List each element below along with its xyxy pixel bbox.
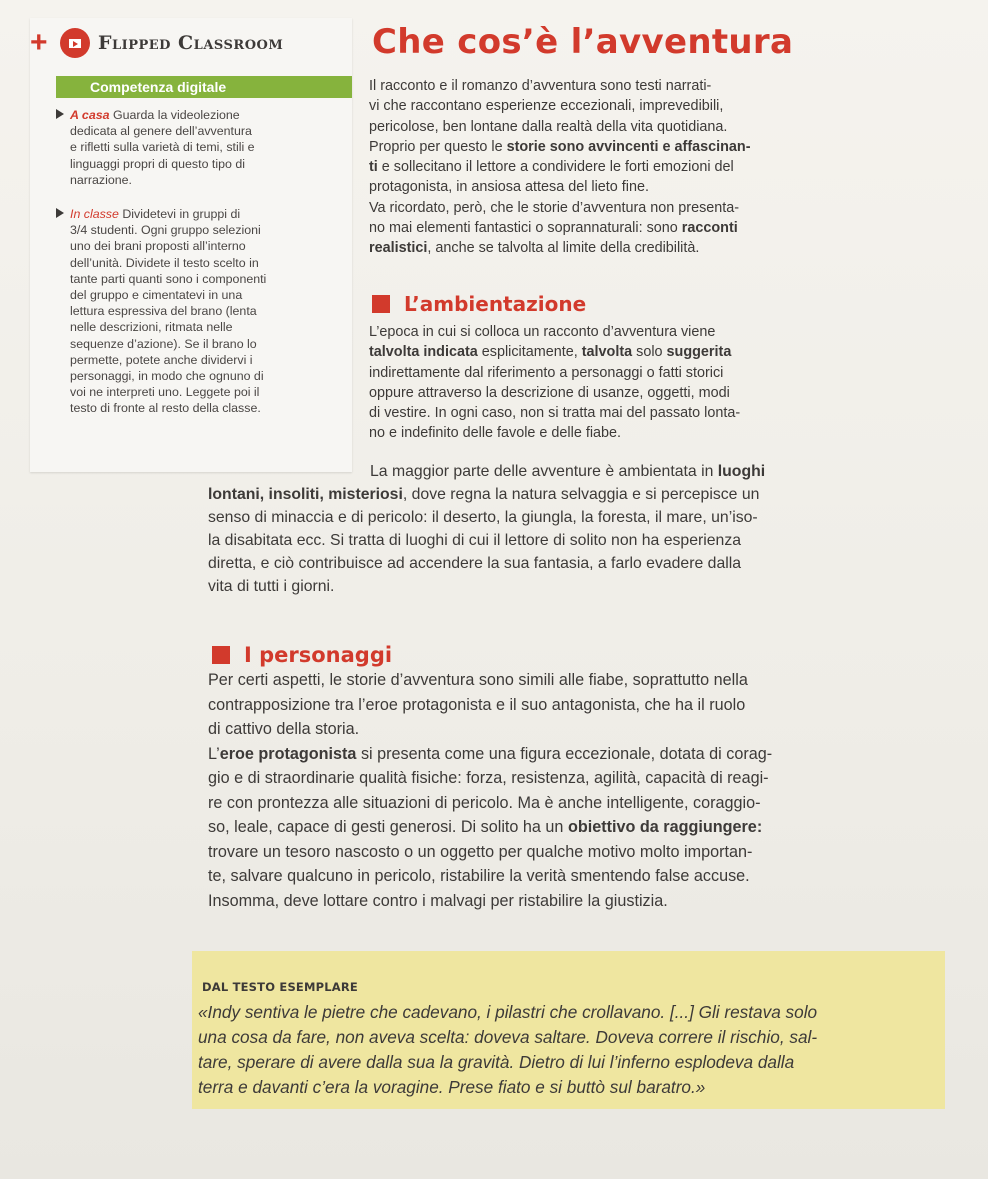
bold-text: obiettivo da raggiungere: [567,818,763,836]
bold-text: realistici [369,240,428,257]
class-line: dell’unità. Dividete il testo scelto in [70,255,259,270]
text-span: esplicitamente, [481,344,582,361]
bold-text: suggerita [666,344,732,361]
text-line: re con prontezza alle situazioni di pericolo. Ma è anche intelligente, coraggio- [208,793,761,812]
text-line: vita di tutti i giorni. [208,578,335,595]
text-line: vi che raccontano esperienze eccezionali, imprevedibili, [369,98,724,115]
text-span: La maggior parte delle avventure è ambientata in [370,463,718,480]
text-line: gio e di straordinarie qualità fisiche: forza, resistenza, agilità, capacità di reagi- [208,769,769,787]
text-span: no mai elementi fantastici o soprannaturali: sono [369,220,682,237]
text-line: no e indefinito delle favole e delle fiabe. [369,425,622,442]
class-line: 3/4 studenti. Ogni gruppo selezioni [70,223,261,238]
home-activity [56,107,346,188]
class-line: del gruppo e cimentatevi in una [70,288,243,303]
class-line: tante parti quanti sono i componenti [70,271,267,286]
text-line: di vestire. In ogni caso, non si tratta mai del passato lonta- [369,405,741,422]
class-line: uno dei brani proposti all’interno [70,239,246,254]
personaggi-paragraph [208,668,888,913]
bold-text: talvolta [581,344,633,361]
section-heading-ambientazione [372,292,586,316]
ambientazione-paragraph-2 [208,460,888,598]
home-line: e rifletti sulla varietà di temi, stili e [70,140,255,155]
excerpt-line: «Indy sentiva le pietre che cadevano, i pilastri che crollavano. [...] Gli restava solo [198,1002,818,1022]
home-label: A casa [70,108,110,122]
text-span: solo [632,344,667,361]
page-title: Che cos’è l’avventura [372,22,794,62]
excerpt-line: terra e davanti c’era la voragine. Prese fiato e si buttò sul baratro.» [198,1077,706,1097]
excerpt-text [198,1000,943,1100]
class-line: lettura espressiva del brano (lenta [70,304,257,319]
text-line: Per certi aspetti, le storie d’avventura sono simili alle fiabe, soprattutto nella [208,671,748,689]
section-heading-personaggi [212,643,392,667]
bold-text: racconti [681,220,738,237]
heading-text: I personaggi [244,643,393,667]
text-span: L’ [208,744,220,763]
excerpt-line: tare, sperare di avere dalla sua la gravità. Dietro di lui l’inferno esplodeva dalla [198,1052,795,1072]
competence-bar: Competenza digitale [56,76,352,98]
text-line: Insomma, deve lottare contro i malvagi per ristabilire la giustizia. [208,891,668,910]
text-span: so, leale, capace di gesti generosi. Di solito ha un [208,818,568,836]
text-line: di cattivo della storia. [208,720,360,738]
text-line: L’epoca in cui si colloca un racconto d’avventura viene [369,324,716,340]
class-activity [56,206,346,417]
text-line: contrapposizione tra l’eroe protagonista e il suo antagonista, che ha il ruolo [208,695,746,714]
text-span: , dove regna la natura selvaggia e si percepisce un [402,486,760,503]
plus-icon: + [30,26,48,59]
ambientazione-paragraph [369,322,874,444]
class-line: voi ne interpreti uno. Leggete poi il [70,385,260,400]
text-span: , anche se talvolta al limite della credibilità. [427,240,700,257]
home-line: dedicata al genere dell’avventura [70,124,252,139]
text-line: diretta, e ciò contribuisce ad accendere la sua fantasia, a farlo evadere dalla [208,555,742,572]
text-line: indirettamente dal riferimento a personaggi o fatti storici [369,364,724,381]
red-square-icon [372,295,390,313]
excerpt-label: DAL TESTO ESEMPLARE [202,980,358,994]
bold-text: ti [369,159,378,176]
class-line: testo di fronte al resto della classe. [70,401,261,416]
text-line: trovare un tesoro nascosto o un oggetto per qualche motivo molto importan- [208,842,753,861]
flipped-classroom-title: Flipped Classroom [98,32,284,54]
text-span: si presenta come una figura eccezionale, dotata di corag- [360,744,773,763]
red-square-icon [212,646,230,664]
class-line: permette, potete anche dividervi i [70,352,253,367]
class-line: personaggi, in modo che ognuno di [70,369,264,384]
home-line: narrazione. [70,172,132,187]
text-line: oppure attraverso la descrizione di usanze, oggetti, modi [369,384,730,401]
class-text: Dividetevi in gruppi di [118,207,241,221]
triangle-bullet-icon [56,208,64,218]
flipped-classroom-header [30,28,283,58]
text-span: Proprio per questo le [369,138,507,155]
excerpt-line: una cosa da fare, non aveva scelta: doveva saltare. Doveva correre il rischio, sal- [198,1027,818,1047]
class-line: sequenze d’azione). Se il brano lo [70,336,257,351]
bold-text: talvolta indicata [369,344,478,361]
text-line: pericolose, ben lontane dalla realtà della vita quotidiana. [369,118,728,135]
intro-paragraph [369,76,874,259]
video-icon [60,28,90,58]
text-line: te, salvare qualcuno in pericolo, ristabilire la verità smentendo false accuse. [208,867,750,885]
heading-text: L’ambientazione [404,292,587,316]
text-line: la disabitata ecc. Si tratta di luoghi di cui il lettore di solito non ha esperienza [208,532,742,549]
home-text: Guarda la videolezione [109,108,240,122]
text-line: senso di minaccia e di pericolo: il deserto, la giungla, la foresta, il mare, un’iso- [208,509,758,526]
text-line: protagonista, in ansiosa attesa del lieto fine. [369,179,649,196]
bold-text: storie sono avvincenti e affascinan- [506,138,751,155]
bold-text: eroe protagonista [219,744,357,763]
text-line: Va ricordato, però, che le storie d’avventura non presenta- [369,199,740,216]
home-line: linguaggi propri di questo tipo di [70,156,245,171]
text-span: e sollecitano il lettore a condividere le forti emozioni del [381,159,734,176]
bold-text: lontani, insoliti, misteriosi [208,486,403,503]
class-line: nelle descrizioni, ritmata nelle [70,320,233,335]
text-line: Il racconto e il romanzo d’avventura sono testi narrati- [369,78,712,94]
class-label: In classe [70,207,119,221]
triangle-bullet-icon [56,109,64,119]
bold-text: luoghi [717,463,766,480]
